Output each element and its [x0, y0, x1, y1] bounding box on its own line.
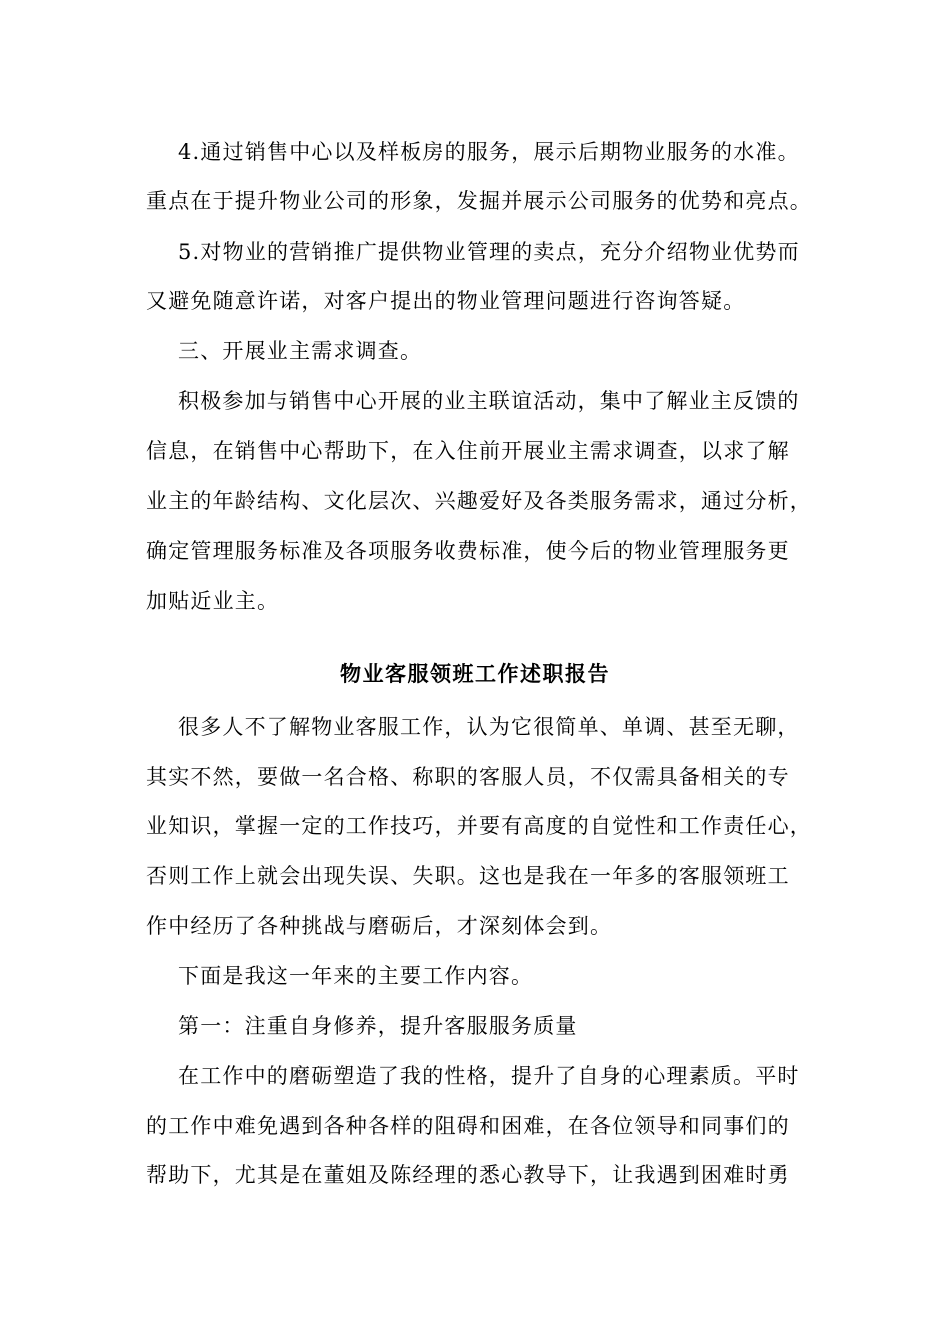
report-paragraph-4-line-3: 帮助下，尤其是在董姐及陈经理的悉心教导下，让我遇到困难时勇 [146, 1163, 790, 1187]
paragraph-item-5-line-1: 5.对物业的营销推广提供物业管理的卖点，充分介绍物业优势而 [178, 240, 800, 264]
report-paragraph-4-line-1: 在工作中的磨砺塑造了我的性格，提升了自身的心理素质。平时 [178, 1064, 800, 1088]
paragraph-survey-line-3: 业主的年龄结构、文化层次、兴趣爱好及各类服务需求，通过分析， [146, 489, 812, 513]
paragraph-item-4-line-1: 4.通过销售中心以及样板房的服务，展示后期物业服务的水准。 [178, 140, 800, 164]
paragraph-survey-line-1: 积极参加与销售中心开展的业主联谊活动，集中了解业主反馈的 [178, 389, 800, 413]
paragraph-survey-line-2: 信息，在销售中心帮助下，在入住前开展业主需求调查，以求了解 [146, 439, 790, 463]
report-section-heading-1: 第一：注重自身修养，提升客服服务质量 [178, 1014, 578, 1038]
paragraph-survey-line-5: 加贴近业主。 [146, 589, 280, 613]
report-paragraph-4-line-2: 的工作中难免遇到各种各样的阻碍和困难，在各位领导和同事们的 [146, 1114, 790, 1138]
report-paragraph-1-line-4: 否则工作上就会出现失误、失职。这也是我在一年多的客服领班工 [146, 864, 790, 888]
paragraph-item-4-line-2: 重点在于提升物业公司的形象，发掘并展示公司服务的优势和亮点。 [146, 189, 812, 213]
report-title: 物业客服领班工作述职报告 [340, 661, 610, 686]
report-paragraph-1-line-1: 很多人不了解物业客服工作，认为它很简单、单调、甚至无聊， [178, 715, 800, 739]
section-heading-3: 三、开展业主需求调查。 [178, 339, 423, 363]
report-paragraph-2: 下面是我这一年来的主要工作内容。 [178, 964, 534, 988]
paragraph-survey-line-4: 确定管理服务标准及各项服务收费标准，使今后的物业管理服务更 [146, 539, 790, 563]
report-paragraph-1-line-3: 业知识，掌握一定的工作技巧，并要有高度的自觉性和工作责任心， [146, 814, 812, 838]
report-paragraph-1-line-2: 其实不然，要做一名合格、称职的客服人员，不仅需具备相关的专 [146, 765, 790, 789]
paragraph-item-5-line-2: 又避免随意许诺，对客户提出的物业管理问题进行咨询答疑。 [146, 289, 746, 313]
report-paragraph-1-line-5: 作中经历了各种挑战与磨砺后，才深刻体会到。 [146, 914, 613, 938]
